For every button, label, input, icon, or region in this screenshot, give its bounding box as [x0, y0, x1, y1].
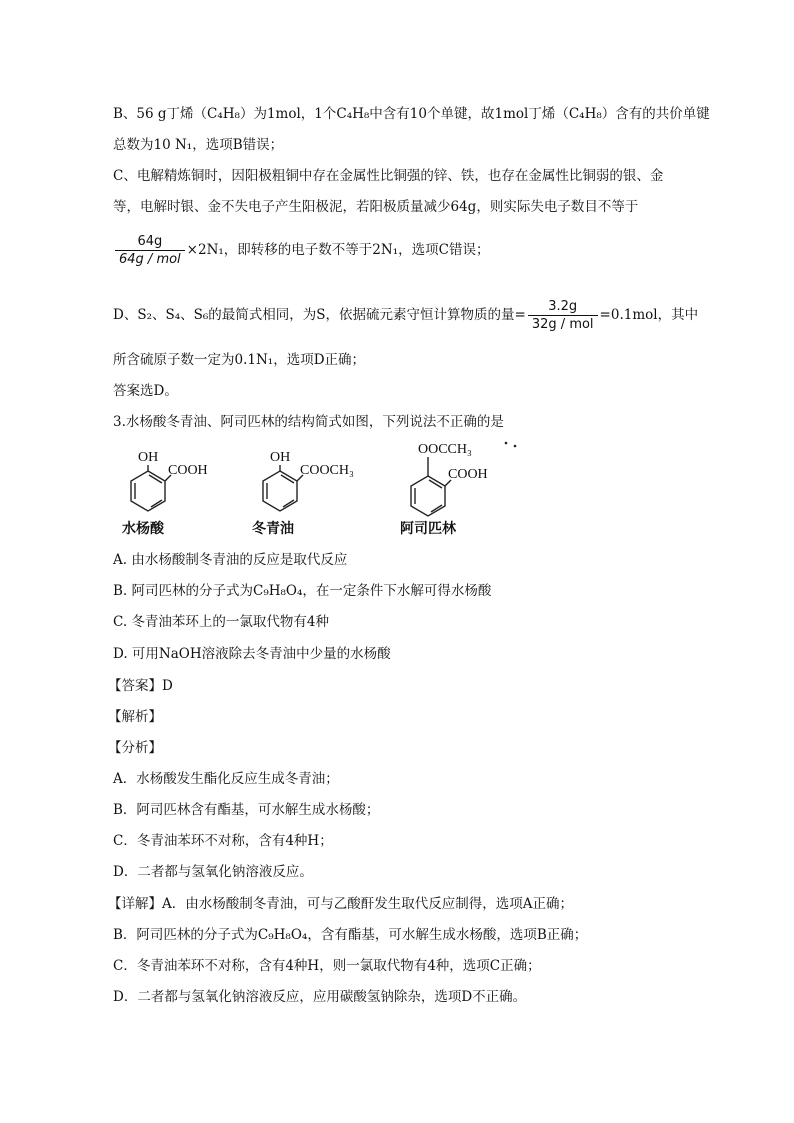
analysis-line-b: B．阿司匹林含有酯基，可水解生成水杨酸；: [113, 802, 380, 818]
prev-option-c-line3: [113, 230, 489, 270]
answer-heading: 【答案】D: [108, 678, 173, 694]
analysis-heading: 【解析】: [108, 709, 162, 725]
prev-option-b-line2: 总数为10 N₁，选项B错误；: [113, 137, 284, 153]
c-fraction-denominator: 64g / mol: [119, 252, 181, 267]
stray-dot-icon: [505, 442, 508, 445]
detail-line-d: D．二者都与氢氧化钠溶液反应，应用碳酸氢钠除杂，选项D不正确。: [113, 989, 527, 1005]
methyl-salicylate-top-group: OH: [270, 450, 291, 465]
option-c: C. 冬青油苯环上的一氯取代物有4种: [113, 614, 330, 630]
option-a: A. 由水杨酸制冬青油的反应是取代反应: [113, 552, 348, 568]
molecule-methyl-salicylate: [250, 448, 380, 538]
prev-option-c-line2: 等，电解时银、金不失电子产生阳极泥，若阳极质量减少64g，则实际失电子数目不等于: [113, 199, 639, 215]
d-fraction: [528, 298, 598, 333]
analysis-line-c: C．冬青油苯环不对称，含有4种H；: [113, 833, 333, 849]
methyl-salicylate-side-group: COOCH₃: [300, 463, 354, 478]
salicylic-side-group: COOH: [168, 463, 208, 478]
option-b: B. 阿司匹林的分子式为C₉H₈O₄，在一定条件下水解可得水杨酸: [113, 583, 492, 599]
analysis-line-a: A．水杨酸发生酯化反应生成冬青油；: [113, 771, 339, 787]
methyl-salicylate-name: 冬青油: [252, 521, 294, 537]
salicylic-top-group: OH: [138, 450, 159, 465]
molecule-aspirin: [398, 440, 528, 540]
option-d: D. 可用NaOH溶液除去冬青油中少量的水杨酸: [113, 646, 391, 662]
prev-answer-line: 答案选D。: [113, 383, 178, 399]
prev-option-c-line1: C、电解精炼铜时，因阳极粗铜中存在金属性比铜强的锌、铁，也存在金属性比铜弱的银、金: [113, 168, 664, 184]
detail-line-b: B．阿司匹林的分子式为C₉H₈O₄，含有酯基，可水解生成水杨酸，选项B正确；: [113, 927, 588, 943]
d-line1-head: D、S₂、S₄、S₆的最简式相同，为S，依据硫元素守恒计算物质的量=: [113, 307, 526, 323]
c-line3-tail: ×2N₁，即转移的电子数不等于2N₁，选项C错误；: [186, 242, 490, 258]
c-fraction: [115, 233, 185, 268]
d-fraction-denominator: 32g / mol: [531, 317, 594, 332]
analysis-subheading: 【分析】: [108, 740, 162, 756]
prev-option-d-line1: [113, 295, 698, 335]
c-fraction-numerator: 64g: [115, 233, 185, 251]
d-line1-tail: =0.1mol，其中: [599, 307, 699, 323]
question-stem: 3.水杨酸冬青油、阿司匹林的结构简式如图，下列说法不正确的是: [113, 414, 504, 430]
analysis-line-d: D．二者都与氢氧化钠溶液反应。: [113, 864, 313, 880]
detail-line-a: 【详解】A．由水杨酸制冬青油，可与乙酸酐发生取代反应制得，选项A正确；: [108, 896, 573, 912]
aspirin-side-group: COOH: [448, 467, 488, 482]
aspirin-name: 阿司匹林: [400, 521, 456, 537]
detail-line-c: C．冬青油苯环不对称，含有4种H，则一氯取代物有4种，选项C正确；: [113, 958, 541, 974]
prev-option-d-line2: 所含硫原子数一定为0.1N₁，选项D正确；: [113, 352, 366, 368]
stray-dot-icon: [514, 445, 517, 448]
d-fraction-numerator: 3.2g: [528, 298, 598, 316]
molecule-salicylic-acid: [118, 448, 228, 538]
salicylic-name: 水杨酸: [122, 521, 164, 537]
aspirin-top-group: OOCCH₃: [418, 442, 472, 457]
prev-option-b-line1: B、56 g丁烯（C₄H₈）为1mol，1个C₄H₈中含有10个单键，故1mol丁烯（C₄H₈）含有的共价单键: [113, 106, 710, 122]
